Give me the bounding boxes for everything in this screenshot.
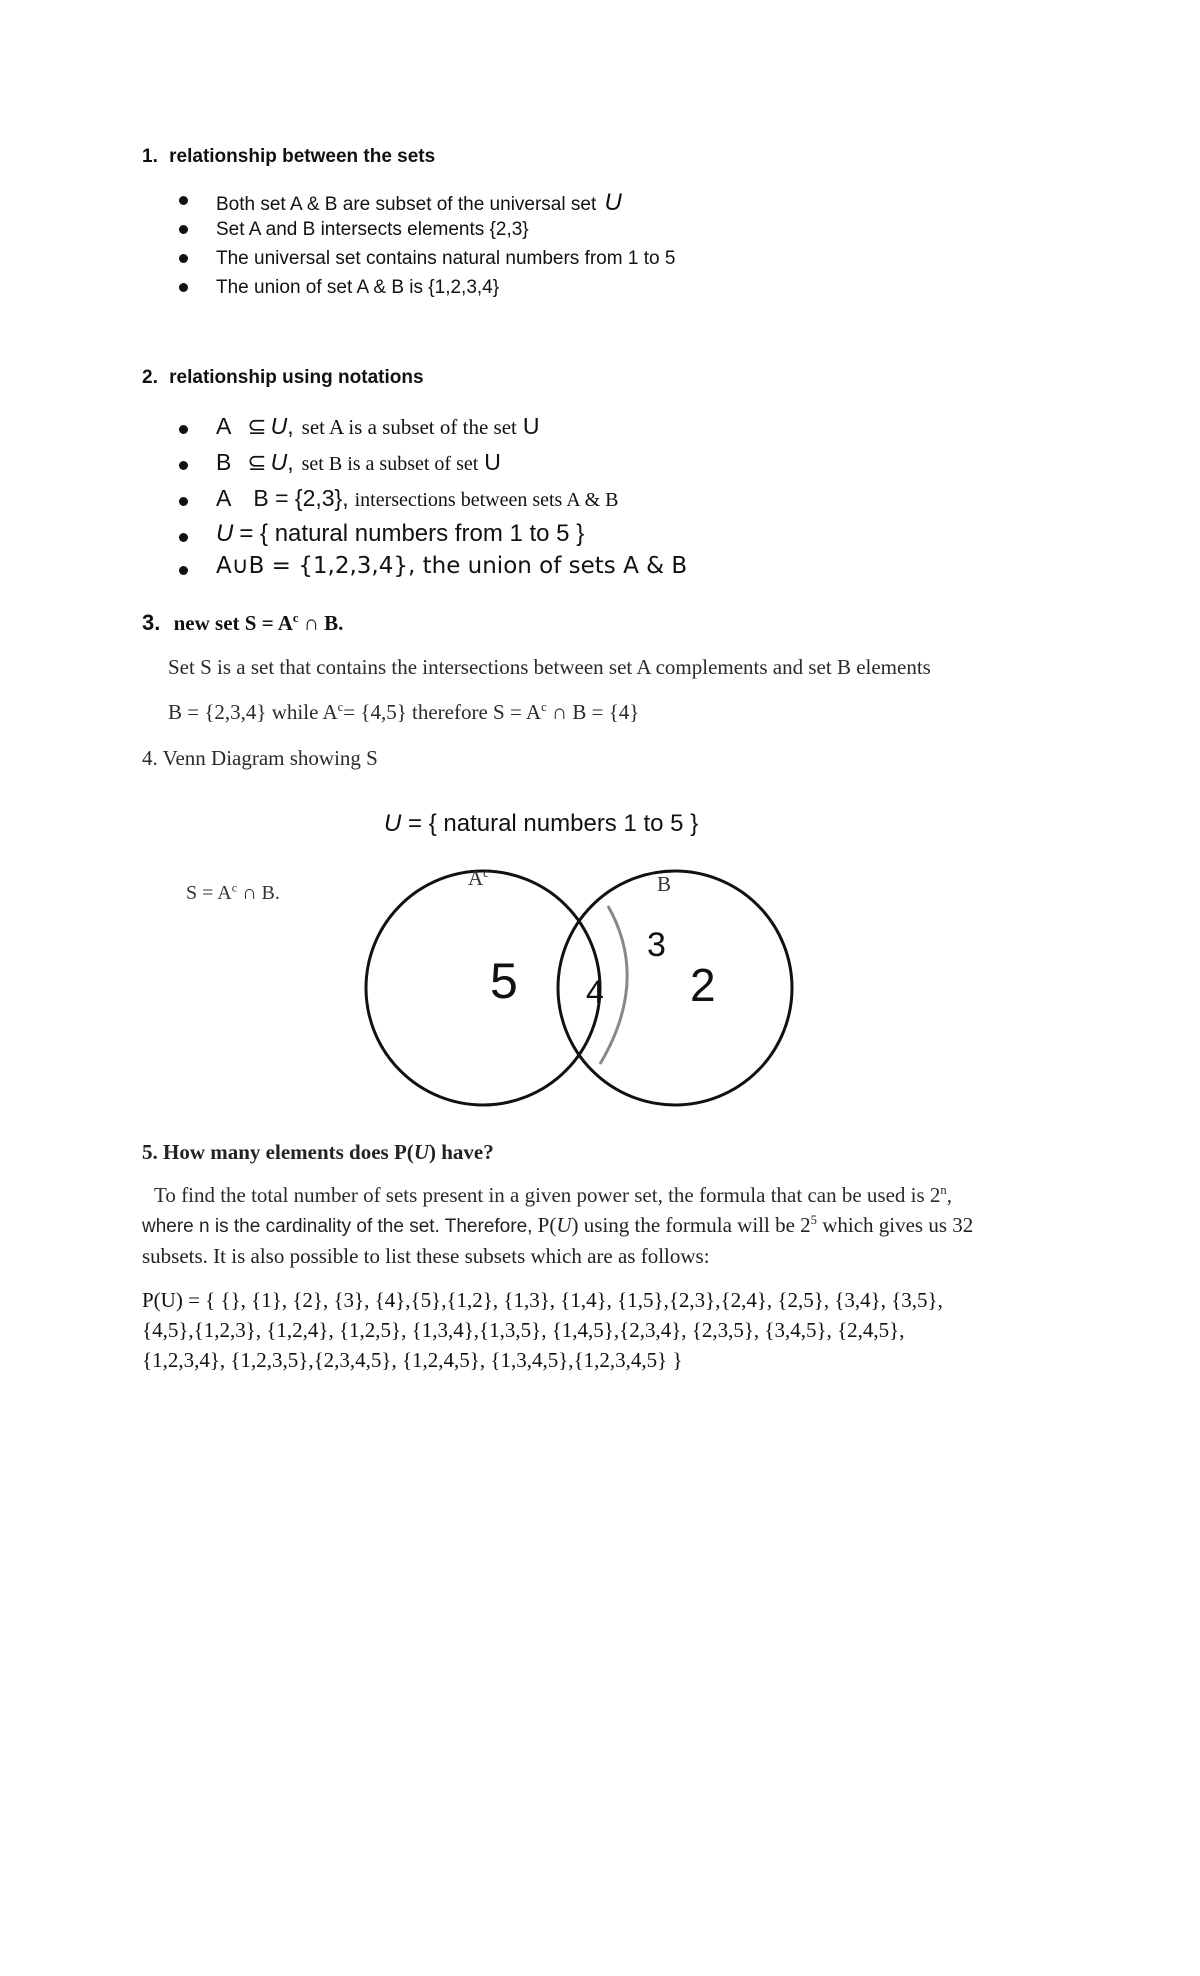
section-4-heading: 4. Venn Diagram showing S (142, 746, 378, 770)
section-5-line-3: subsets. It is also possible to list these subsets which are as follows: (142, 1244, 710, 1268)
section-1-bullet-3-text: The universal set contains natural numbers from 1 to 5 (216, 248, 676, 269)
section-5-heading: 5. How many elements does P(U) have? (142, 1140, 494, 1164)
section-1-bullet-2-text: Set A and B intersects elements {2,3} (216, 219, 529, 240)
bullet-dot (179, 254, 188, 263)
bullet-dot (179, 533, 188, 542)
venn-label-b: B (657, 872, 672, 896)
bullet-dot (179, 461, 188, 470)
power-set-list-line-3: {1,2,3,4}, {1,2,3,5},{2,3,4,5}, {1,2,4,5}, {1,3,4,5},{1,2,3,4,5} } (142, 1348, 683, 1372)
section-1-bullet-4-text: The union of set A & B is {1,2,3,4} (216, 277, 500, 298)
bullet-dot (179, 425, 188, 434)
universal-set-symbol: U (604, 189, 622, 216)
venn-value-right-only: 2 (690, 959, 716, 1011)
section-1-number: 1. (142, 146, 158, 167)
section-3-paragraph-2: B = {2,3,4} while $A^c= \{4,5\}$ therefore $S = A^c$ ∩ B = {4} (168, 700, 640, 724)
power-set-list-line-2: {4,5},{1,2,3}, {1,2,4}, {1,2,5}, {1,3,4},{1,3,5}, {1,4,5},{2,3,4}, {2,3,5}, {3,4,5}, {2,4,5}, (142, 1318, 905, 1342)
notation-union-text: A∪B = {1,2,3,4}, the union of sets A & B (216, 553, 688, 579)
bullet-dot (179, 497, 188, 506)
section-2-heading (142, 367, 424, 389)
section-1-bullet-1-text: Both set A & B are subset of the universal set (216, 194, 597, 215)
bullet-dot (179, 566, 188, 575)
venn-caption: $S = A^c$ ∩ B. (186, 880, 280, 904)
bullet-dot (179, 196, 188, 205)
venn-value-overlap-3: 3 (647, 926, 666, 964)
section-2-title: relationship using notations (169, 367, 424, 388)
venn-overlap-arc (600, 906, 627, 1064)
venn-circle-a-complement (366, 871, 600, 1105)
bullet-dot (179, 225, 188, 234)
section-1-heading (142, 146, 435, 168)
venn-value-overlap-4: 4 (586, 974, 604, 1010)
section-5-line-1: To find the total number of sets present in a given power set, the formula that can be used is 2$^n$, (154, 1183, 952, 1207)
section-3-heading: 3. new set $S = A^c$ ∩ B. (142, 610, 344, 635)
venn-universe-label: U = { natural numbers 1 to 5 } (384, 810, 699, 837)
section-3-number: 3. (142, 610, 161, 635)
venn-value-left-only: 5 (490, 953, 518, 1009)
section-3-paragraph-1: Set S is a set that contains the intersections between set A complements and set B elements (168, 655, 931, 679)
bullet-dot (179, 283, 188, 292)
section-2-number: 2. (142, 367, 158, 388)
section-5-line-2: where n is the cardinality of the set. Therefore, P(U) using the formula will be $2^5$ which gives us 32 (142, 1213, 974, 1237)
power-set-list-line-1: P(U) = { {}, {1}, {2}, {3}, {4},{5},{1,2}, {1,3}, {1,4}, {1,5},{2,3},{2,4}, {2,5}, {3,4}, {3,5}, (142, 1288, 943, 1312)
section-1-title: relationship between the sets (169, 146, 436, 167)
venn-label-a-complement: $A^c$ (468, 866, 489, 890)
